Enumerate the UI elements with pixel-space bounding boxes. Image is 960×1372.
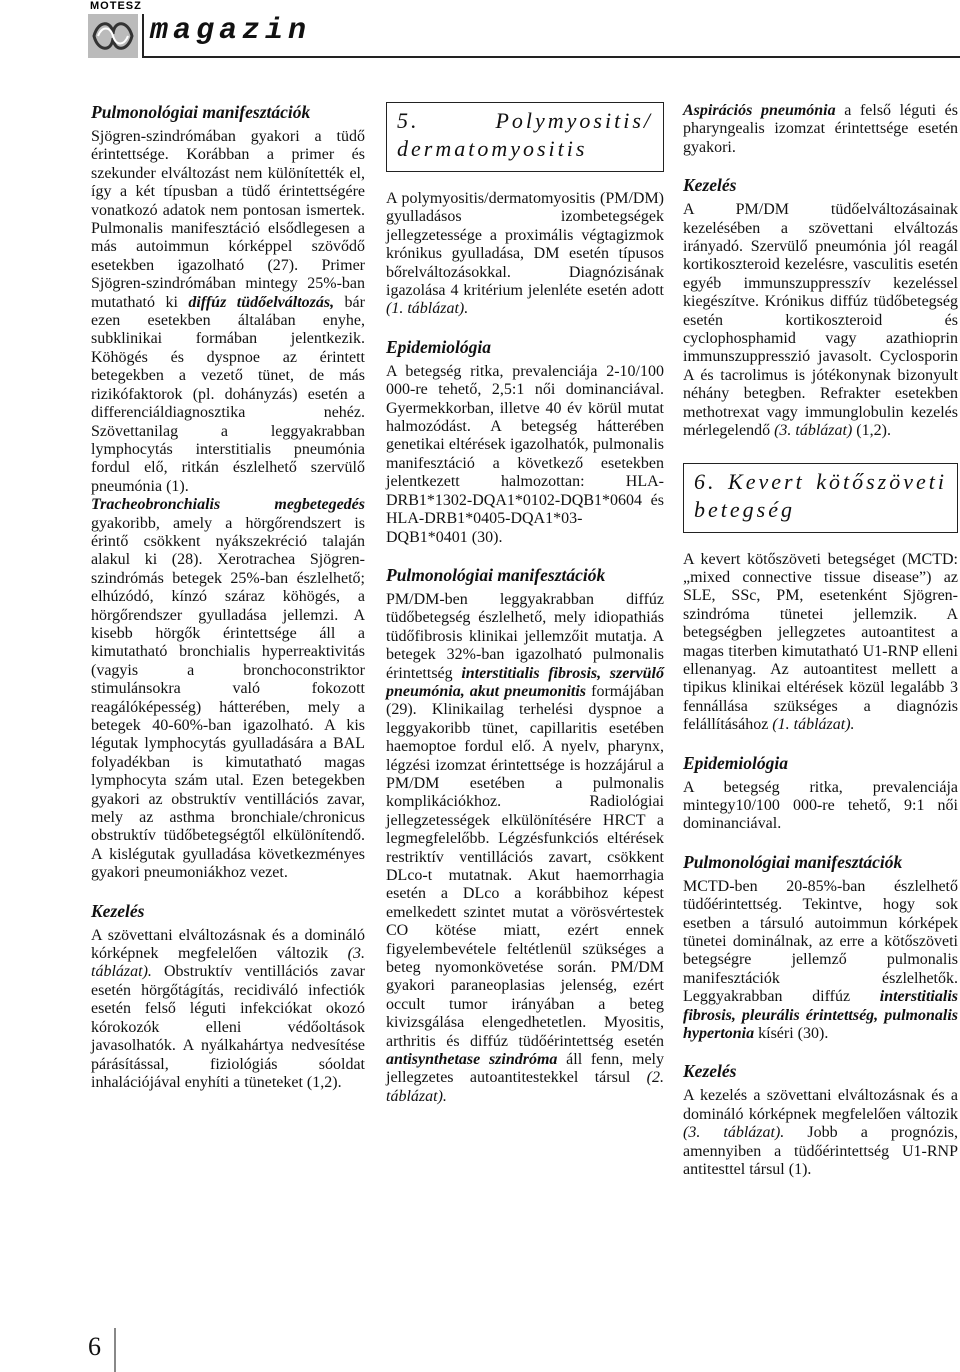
heading-treatment: Kezelés (91, 900, 145, 921)
heading-treatment: Kezelés (683, 175, 737, 196)
org-label: MOTESZ (90, 0, 142, 12)
section-title-box (386, 102, 664, 172)
section-title: 5. Polymyositis/ dermatomyositis (397, 108, 653, 161)
paragraph: MCTD-ben 20-85%-ban észlelhető tüdőérintettség. Tekintve, hogy sok esetben a társuló autoimmun kórképek tünetei dominálnak, az erre a kötőszöveti betegségre jellemző pulmonalis manifesztációk észlelhetők. Leggyakrabban diffúz interstitialis fibrosis, pleurális érintettség, pulmonalis hypertonia kíséri (30). (683, 877, 958, 1043)
paragraph: A polymyositis/dermatomyositis (PM/DM) gyulladásos izombetegségek jellegzetessége a proximális végtagizmok krónikus gyulladása, DM esetén típusos bőrelváltozásokkal. Diagnózisának igazolása 4 kritérium jelenléte esetén adott (1. táblázat). (386, 190, 664, 318)
heading-pulmonological: Pulmonológiai manifesztációk (91, 102, 311, 122)
paragraph: Aspirációs pneumónia a felső léguti és pharyngealis izomzat érintettsége esetén gyakori. (683, 102, 959, 156)
magazine-logo-icon (88, 14, 138, 58)
heading-epidemiology: Epidemiológia (386, 336, 491, 357)
page-header (0, 0, 960, 62)
column-2 (386, 102, 664, 1106)
heading-pulmonological: Pulmonológiai manifesztációk (683, 851, 903, 872)
paragraph: A PM/DM tüdőelváltozásainak kezelésében a szövettani elváltozás irányadó. Szervülő pneumónia jól reagál kortikoszteroid kezelésre, vasculitis esetén egyéb immunszuppresszív kezeléssel kiegészítve. Krónikus diffúz tüdőbetegség esetén kortikoszteroid és cyclophosphamid vagy azathioprin immunszuppresszió javasolt. Cyclosporin A és tacrolimus is jótékonynak bizonyult néhány betegben. Refrakter esetekben methotrexat vagy immunglobulin kezelés mérlegelendő (3. táblázat) (1,2). (683, 201, 958, 440)
heading-epidemiology: Epidemiológia (683, 752, 788, 773)
header-rule-vertical (142, 14, 144, 58)
paragraph: A kezelés a szövettani elváltozásnak és a domináló kórképnek megfelelően változik (3. táblázat). Jobb a prognózis, amennyiben a tüdőérintettség U1-RNP antitesttel társul (1). (683, 1087, 958, 1179)
header-rule-horizontal (142, 56, 960, 58)
paragraph: Tracheobronchialis megbetegedés gyakoribb, amely a hörgőrendszert is érintő csökkent nyákszekréció talaján alakul ki (28). Xerotrachea Sjögren-szindrómás betegek 25%-ban észlelhető; elhúzódó, kínzó száraz köhögés, a hörgőrendszer gyulladása jellemzi. A kisebb hörgők érintettsége áll a kimutatható bronchialis hyperreaktivitás (vagyis a bronchoconstriktor stimulánsokra való fokozott reagálóképesség) hátterében, mely a betegek 40-60%-ban igazolható. A kis légutak lymphocytás gyulladására a BAL folyadékban is kimutatható magas lymphocyta szám utal. Ezen betegekben gyakori az obstruktív ventillációs zavar, mely az asthma bronchiale/chronicus obstruktív tüdőbetegségtől elkülönítendő. A kislégutak gyulladása következményes gyakori pneumoniákhoz vezet. (91, 496, 365, 882)
paragraph: A szövettani elváltozásnak és a domináló kórképnek megfelelően változik (3. táblázat). Obstruktív ventillációs zavar esetén hörgőtágítás, recidiváló infectiók esetén felső léguti infekciókat okozó kórokozók elleni védőoltások javasolhatók. A nyálkahártya nedvesítése párásítással, fiziológiás sóoldat inhalációjával enyhíti a tüneteket (1,2). (91, 926, 365, 1091)
column-3 (683, 102, 958, 1179)
paragraph: PM/DM-ben leggyakrabban diffúz tüdőbetegség észlelhető, mely idiopathiás tüdőfibrosis klinikai jellemzőit mutatja. A betegek 32%-ban igazolható pulmonalis érintettség interstitialis fibrosis, szervülő pneumónia, akut pneumonitis formájában (29). Klinikailag terhelési dyspnoe a leggyakoribb tünet, capillaritis esetében haemoptoe fordul elő. A nyelv, pharynx, légzési izomzat érintettsége is hozzájárul a PM/DM esetében a pulmonalis komplikációkhoz. Radiológiai jellegzetességek elkülönítésére HRCT a legmegfelelőbb. Légzésfunkciós eltérések restriktív ventillációs zavart, csökkent DLco-t mutatnak. Akut haemorrhagia esetén a DLco a korábbihoz képest emelkedett szintet mutat a vörösvértestek CO kötése miatt, ezért ennek figyelembevétele feltétlenül szükséges a beteg nyomonkövetése során. PM/DM gyakori paraneoplasias jelenség, ezért occult tumor irányában a beteg kivizsgálása elengedhetetlen. Myositis, arthritis és diffúz tüdőérintettség esetén antisynthetase szindróma áll fenn, mely jellegzetes autoantitestekkel társul (2. táblázat). (386, 590, 665, 1105)
magazine-title: magazin (150, 14, 312, 48)
column-1 (91, 102, 365, 1092)
paragraph: A betegség ritka, prevalenciája 2-10/100 000-re tehető, 2,5:1 női dominanciával. Gyermekkorban, illetve 40 év körül mutat halmozódást. A betegség hátterében genetikai eltérések igazolhatók, pulmonalis manifesztáció a következő esetekben jelentkezett halmozottan: HLA-DRB1*1302-DQA1*0102-DQB1*0604 és HLA-DRB1*0405-DQA1*03-DQB1*0401 (30). (386, 362, 664, 546)
heading-pulmonological: Pulmonológiai manifesztációk (386, 564, 606, 585)
page-number-rule (114, 1328, 116, 1372)
paragraph: A betegség ritka, prevalenciája mintegy10/100 000-re tehető, 9:1 női dominanciával. (683, 778, 958, 833)
section-title: 6. Kevert kötőszöveti betegség (694, 468, 947, 522)
page-number: 6 (88, 1332, 101, 1361)
section-title-box (683, 463, 958, 533)
paragraph: Sjögren-szindrómában gyakori a tüdő érintettsége. Korábban a primer és szekunder elváltozást nem különítették el, így a két típusban a tüdő érintettségére vonatkozó adatok nem pontosan ismertek. Pulmonalis manifesztáció elsődlegesen a más autoimmun kórképpel szövődő esetekben igazolható (27). Primer Sjögren-szindrómában mintegy 25%-ban mutatható ki diffúz tüdőelváltozás, bár ezen esetekben általában enyhe, subklinikai formában jelentkezik. Köhögés és dyspnoe az érintett betegekben a vezető tünet, de más rizikófaktorok (pl. dohányzás) esetén a differenciáldiagnosztika nehéz. Szövettanilag a leggyakrabban lymphocytás interstitialis pneumónia fordul elő, ritkán észlelhető szervülő pneumónia (1). (91, 128, 365, 495)
paragraph: A kevert kötőszöveti betegséget (MCTD: „mixed connective tissue disease”) az SLE, SSc, PM, esetenként Sjögren-szindróma tünetei jellemzik. A betegségben jellegzetes autoantitest a magas titerben kimutatható U1-RNP elleni ellenanyag. Az autoantitest mellett a tipikus klinikai eltérések közül legalább 3 fennállása szükséges a diagnózis felállításához (1. táblázat). (683, 550, 958, 734)
heading-treatment: Kezelés (683, 1061, 737, 1082)
